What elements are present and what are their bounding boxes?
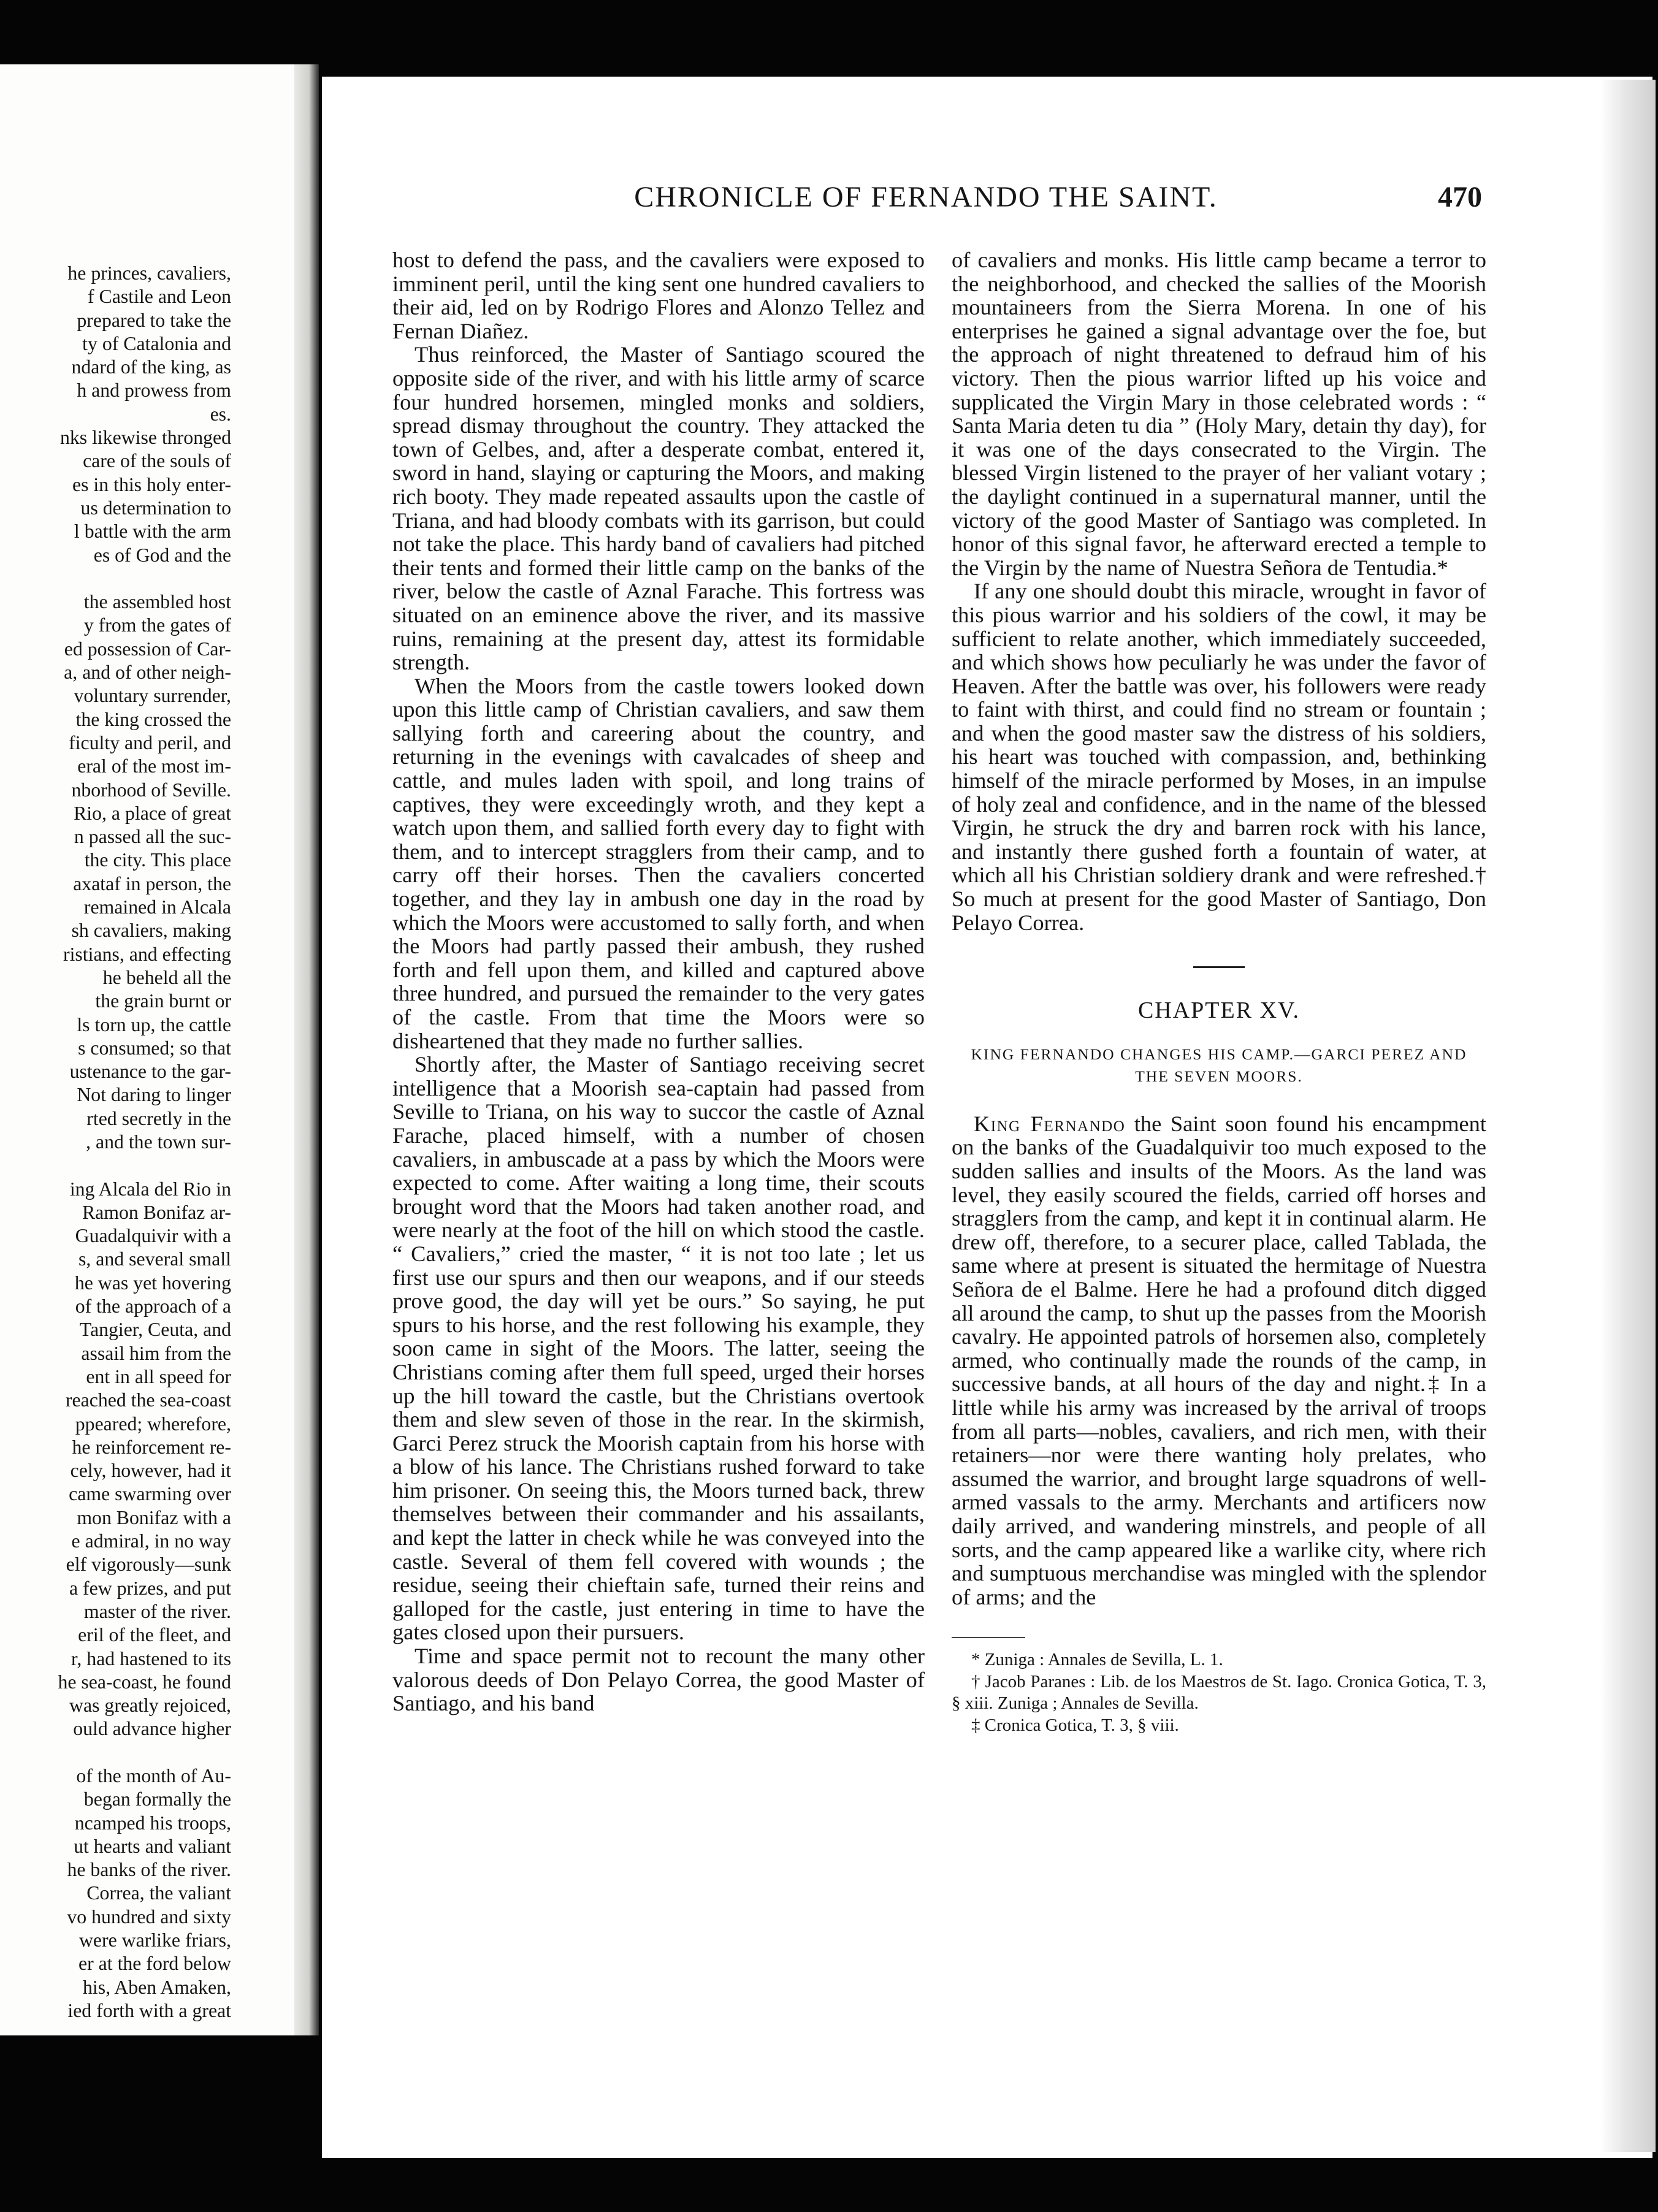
previous-page-line: ied forth with a great [67,1999,231,2021]
previous-page-line: ty of Catalonia and [82,332,231,354]
previous-page-line: reached the sea-coast [65,1389,231,1411]
previous-page-line: a, and of other neigh- [64,662,231,684]
previous-page-line: cely, however, had it [70,1460,231,1482]
previous-page-line: the city. This place [84,849,231,871]
previous-page-line [0,1741,231,1764]
text-column-left [392,248,925,1715]
previous-page-line: he banks of the river. [67,1859,231,1881]
previous-page-line: of the month of Au- [76,1765,231,1787]
previous-page-line: he princes, cavaliers, [67,262,231,284]
previous-page-line: l battle with the arm [74,521,231,543]
previous-page-line: ing Alcala del Rio in [69,1178,231,1200]
chapter-opening-paragraph [952,1112,1486,1609]
previous-page-line: y from the gates of [83,614,231,636]
previous-page-line: ed possession of Car- [64,638,231,660]
previous-page-line: vo hundred and sixty [67,1905,231,1928]
previous-page-line: his, Aben Amaken, [83,1976,231,1998]
previous-page-line: ficulty and peril, and [69,731,231,753]
previous-page-line: nks likewise thronged [59,427,231,449]
previous-page-line: the king crossed the [75,708,231,730]
previous-page-line: er at the ford below [78,1953,231,1975]
paragraph: Shortly after, the Master of Santiago receiving secret intelligence that a Moorish sea-captain had passed from Seville to Triana, on his way to succor the castle of Aznal Farache, placed himself, with a number of chosen cavaliers, in ambuscade at a pass by which the Moors were expected to come. After waiting a long time, their scouts brought word that the Moors had taken another road, and were nearly at the foot of the hill on which stood the castle. “ Cavaliers,” cried the master, “ it is not too late ; let us first use our spurs and then our weapons, and if our steeds prove good, the day will yet be ours.” So saying, he put spurs to his horse, and the rest following his example, they soon came in sight of the Moors. The latter, seeing the Christians coming after them full speed, urged their horses up the hill toward the castle, but the Christians overtook them and slew seven of those in the rear. In the skirmish, Garci Perez struck the Moorish captain from his horse with a blow of his lance. The Christians rushed forward to take him prisoner. On seeing this, the Moors turned back, threw themselves between their commander and his assailants, and kept the latter in check while he was conveyed into the castle. Several of them fell covered with wounds ; the residue, seeing their chieftain safe, turned their reins and galloped for the castle, just entering in time to have the gates closed upon their pursuers. [392,1052,925,1645]
previous-page-line: ncamped his troops, [74,1812,231,1834]
paragraph: Time and space permit not to recount the many other valorous deeds of Don Pelayo Correa, the good Master of Santiago, and his band [392,1644,925,1716]
previous-page-line: came swarming over [69,1483,231,1505]
text-column-right [952,248,1486,1736]
previous-page-line: Guadalquivir with a [75,1225,231,1247]
previous-page-line: , and the town sur- [86,1131,231,1153]
previous-page-line: of the approach of a [75,1295,231,1318]
previous-page-line: master of the river. [83,1600,231,1622]
running-head: CHRONICLE OF FERNANDO THE SAINT. [634,181,1218,213]
previous-page-line: elf vigorously—sunk [66,1554,231,1576]
previous-page-line: h and prowess from [77,379,231,402]
chapter-opening-text: the Saint soon found his encampment on the banks of the Guadalquivir too much exposed to the sudden sallies and insults of the Moors. As the land was level, they easily scoured the fields, carried off horses and stragglers from the camp, and kept it in continual alarm. He drew off, therefore, to a securer place, called Tablada, the same where at present is situated the hermitage of Nuestra Señora de el Balme. Here he had a profound ditch digged all around the camp, to shut up the passes from the Moorish cavalry. He appointed patrols of horsemen also, completely armed, who continually made the rounds of the camp, in successive bands, at all hours of the day and night.‡ In a little while his army was increased by the arrival of troops from all parts—nobles, cavaliers, and rich men, with their retainers—nor were there wanting holy prelates, who assumed the warrior, and brought large squadrons of well-armed vassals to the army. Merchants and artificers now daily arrived, and wandering minstrels, and people of all sorts, and the camp appeared like a warlike city, where rich and sumptuous merchandise was mingled with the splendor of arms; and the [952,1111,1486,1609]
previous-page-line: assail him from the [81,1342,231,1364]
previous-page-line: s, and several small [78,1248,231,1270]
previous-page-line: Ramon Bonifaz ar- [82,1201,231,1223]
paragraph: Thus reinforced, the Master of Santiago scoured the opposite side of the river, and with his little army of scarce four hundred horsemen, mingled monks and soldiers, spread dismay throughout the country. They attacked the town of Gelbes, and, after a desperate combat, entered it, sword in hand, slaying or capturing the Moors, and making rich booty. They made repeated assaults upon the castle of Triana, and had bloody combats with its garrison, but could not take the place. This hardy band of cavaliers had pitched their tents and formed their little camp on the banks of the river, below the castle of Aznal Farache. This fortress was situated on an eminence above the river, and its massive ruins, remaining at the present day, attest its formidable strength. [392,342,925,675]
previous-page-line: ut hearts and valiant [74,1835,231,1857]
chapter-opening-words: King Fernando [974,1111,1126,1136]
previous-page-line: prepared to take the [77,309,231,331]
footnote-rule [952,1637,1025,1638]
previous-page-line: he beheld all the [102,966,231,988]
section-divider [1193,966,1245,968]
previous-page-line: remained in Alcala [83,896,231,918]
previous-page-line: es in this holy enter- [72,473,231,495]
footnote: † Jacob Paranes : Lib. de los Maestros de St. Iago. Cronica Gotica, T. 3, § xiii. Zuniga ; Annales de Sevilla. [952,1671,1486,1714]
previous-page-line: Not daring to linger [77,1084,231,1106]
previous-page-line: the grain burnt or [95,990,231,1012]
previous-page-line [0,1154,231,1177]
paragraph: When the Moors from the castle towers looked down upon this little camp of Christian cavaliers, and saw them sallying forth and careering about the country, and returning in the evenings with cavalcades of sheep and cattle, and mules laden with spoil, and long trains of captives, they were exceedingly wroth, and they kept a watch upon them, and sallied forth every day to fight with them, and to intercept stragglers from their camp, and to carry off their horses. Then the cavaliers concerted together, and they lay in ambush one day in the road by which the Moors were accustomed to sally forth, and when the Moors had partly passed their ambush, they rushed forth and fell upon them, and killed and captured above three hundred, and pursued the remainder to the very gates of the castle. From that time the Moors were so disheartened that they made no further sallies. [392,673,925,1053]
previous-page-line: es of God and the [93,544,231,566]
page-edge-shadow [1600,80,1656,2152]
previous-page-line: ristians, and effecting [63,943,231,965]
paragraph: host to defend the pass, and the cavaliers were exposed to imminent peril, until the king sent one hundred cavaliers to their aid, led on by Rodrigo Flores and Alonzo Tellez and Fernan Diañez. [392,248,925,343]
previous-page-line: f Castile and Leon [88,286,231,308]
previous-page-line: Rio, a place of great [74,802,231,824]
previous-page-line: was greatly rejoiced, [69,1695,231,1717]
previous-page-line: s consumed; so that [78,1037,231,1059]
previous-page-line: a few prizes, and put [69,1577,231,1599]
page-gutter-shadow [294,64,319,2035]
previous-page-text [0,262,231,2023]
previous-page-line: ent in all speed for [86,1365,231,1387]
previous-page-line: he was yet hovering [74,1272,231,1294]
previous-page-line: voluntary surrender, [74,685,231,707]
previous-page-line: sh cavaliers, making [71,920,231,942]
footnote: ‡ Cronica Gotica, T. 3, § viii. [971,1715,1179,1735]
previous-page-line: e admiral, in no way [71,1530,231,1552]
previous-page-line [0,567,231,590]
previous-page-line: began formally the [83,1788,231,1810]
previous-page-line: ustenance to the gar- [69,1061,231,1083]
previous-page-line: ls torn up, the cattle [77,1013,231,1035]
previous-page-line: nborhood of Seville. [71,779,231,801]
previous-page-line: ould advance higher [73,1718,231,1740]
previous-page-line: axataf in person, the [73,872,231,894]
paragraph: of cavaliers and monks. His little camp became a terror to the neighborhood, and checked the sallies of the Moorish mountaineers from the Sierra Morena. In one of his enterprises he gained a signal advantage over the foe, but the approach of night threatened to defraud him of his victory. Then the pious warrior lifted up his voice and supplicated the Virgin Mary in those celebrated words : “ Santa Maria deten tu dia ” (Holy Mary, detain thy day), for it was one of the days consecrated to the Virgin. The blessed Virgin listened to the prayer of her valiant votary ; the daylight continued in a supernatural manner, until the victory of the good Master of Santiago was completed. In honor of this signal favor, he afterward erected a temple to the Virgin by the name of Nuestra Señora de Tentudia.* [952,248,1486,580]
previous-page-line: Correa, the valiant [86,1882,231,1904]
footnote: * Zuniga : Annales de Sevilla, L. 1. [971,1650,1223,1670]
previous-page-line: eril of the fleet, and [78,1624,231,1646]
previous-page-line: es. [210,403,231,425]
page-number: 470 [1438,181,1482,213]
footnotes [952,1649,1486,1736]
previous-page-line: mon Bonifaz with a [77,1506,231,1528]
previous-page-line: n passed all the suc- [74,826,231,848]
previous-page-line: ndard of the king, as [71,356,231,378]
previous-page-line: r, had hastened to its [71,1647,231,1669]
previous-page-line: he sea-coast, he found [58,1671,231,1693]
previous-page-line: us determination to [80,497,231,519]
previous-page-line: were warlike friars, [78,1929,231,1951]
chapter-summary: KING FERNANDO CHANGES HIS CAMP.—GARCI PEREZ AND THE SEVEN MOORS. [971,1045,1467,1085]
previous-page-line: Tangier, Ceuta, and [79,1319,231,1341]
previous-page-line: ppeared; wherefore, [75,1413,231,1435]
previous-page-line: care of the souls of [83,450,231,472]
previous-page-line: rted secretly in the [86,1107,231,1129]
previous-page-line: the assembled host [83,591,231,613]
previous-page-line: eral of the most im- [77,755,231,777]
previous-page-line: he reinforcement re- [72,1436,231,1458]
previous-page-fragment [0,64,310,2035]
chapter-title: CHAPTER XV. [1137,997,1301,1024]
paragraph: If any one should doubt this miracle, wrought in favor of this pious warrior and his soldiers of the cowl, it may be sufficient to relate another, which immediately succeeded, and which shows how peculiarly he was under the favor of Heaven. After the battle was over, his followers were ready to faint with thirst, and could find no stream or fountain ; and when the good master saw the distress of his soldiers, his heart was touched with compassion, and, bethinking himself of the miracle performed by Moses, in an impulse of holy zeal and confidence, and in the name of the blessed Virgin, he struck the dry and barren rock with his lance, and instantly there gushed forth a fountain of water, at which all his Christian soldiery drank and were refreshed.† So much at present for the good Master of Santiago, Don Pelayo Correa. [952,579,1486,935]
